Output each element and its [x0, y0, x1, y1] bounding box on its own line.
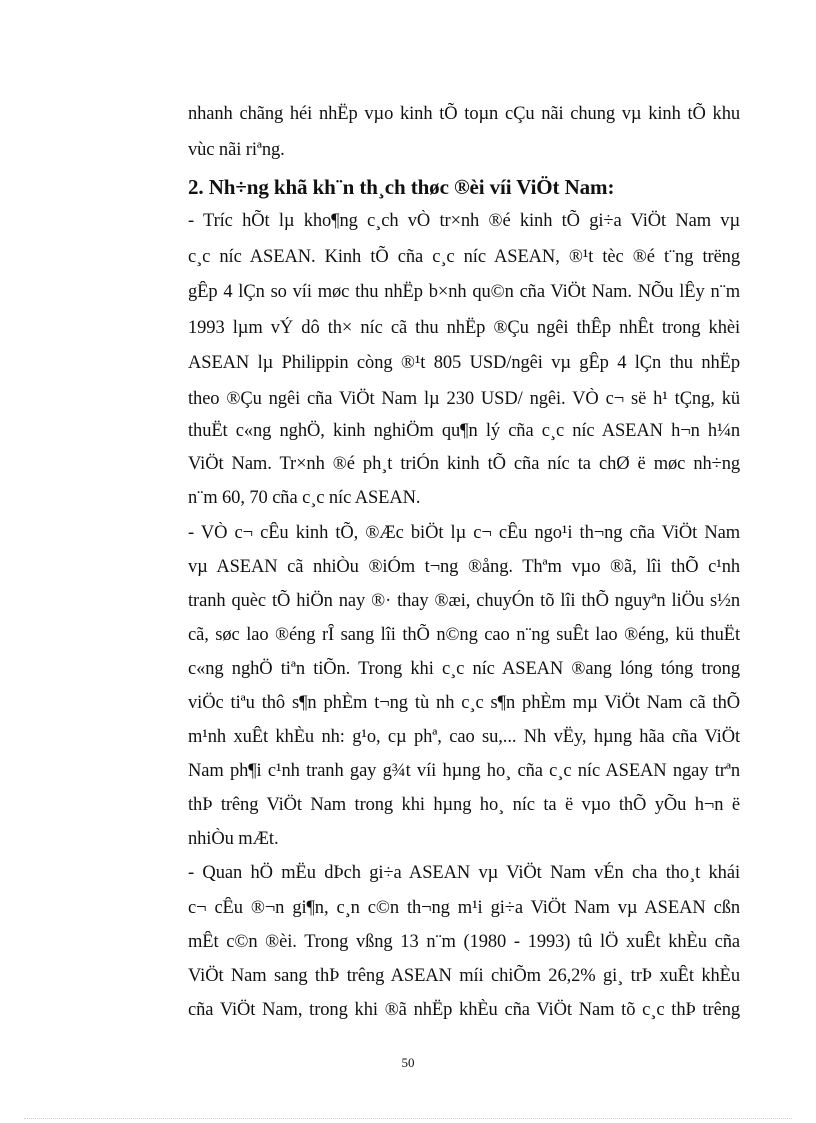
- body-text-line: - Tríc hÕt lµ kho¶ng c¸ch vÒ tr×nh ®é kinh tÕ gi÷a ViÖt Nam vµ: [188, 211, 740, 231]
- body-text-line: c«ng nghÖ tiªn tiÕn. Trong khi c¸c níc ASEAN ®ang lóng tóng trong: [188, 659, 740, 679]
- body-text-line: theo ®Çu ngêi cña ViÖt Nam lµ 230 USD/ ngêi. VÒ c¬ së h¹ tÇng, kü: [188, 389, 740, 409]
- body-text-line: c¸c níc ASEAN. Kinh tÕ cña c¸c níc ASEAN, ®¹t tèc ®é t¨ng trëng: [188, 247, 740, 267]
- page-bottom-divider: [24, 1118, 792, 1119]
- body-text-line: thÞ trêng ViÖt Nam trong khi hµng ho¸ níc ta ë vµo thÕ yÕu h¬n ë: [188, 795, 740, 815]
- body-text-line: viÖc tiªu thô s¶n phÈm t¬ng tù nh c¸c s¶n phÈm mµ ViÖt Nam cã thÕ: [188, 693, 740, 713]
- section-heading: 2. Nh÷ng khã kh¨n th¸ch thøc ®èi víi ViÖt Nam:: [188, 175, 615, 199]
- body-text-line: ViÖt Nam sang thÞ trêng ASEAN míi chiÕm 26,2% gi¸ trÞ xuÊt khÈu: [188, 966, 740, 986]
- body-text-line: 1993 lµm vÝ dô th× níc cã thu nhËp ®Çu ngêi thÊp nhÊt trong khèi: [188, 318, 740, 338]
- body-text-line: tranh quèc tÕ hiÖn nay ®· thay ®æi, chuyÓn tõ lîi thÕ nguyªn liÖu s½n: [188, 591, 740, 611]
- body-text-line: mÊt c©n ®èi. Trong vßng 13 n¨m (1980 - 1993) tû lÖ xuÊt khÈu cña: [188, 932, 740, 952]
- body-text-line: m¹nh xuÊt khÈu nh: g¹o, cµ phª, cao su,... Nh vËy, hµng hãa cña ViÖt: [188, 727, 740, 747]
- body-text-line: c¬ cÊu ®¬n gi¶n, c¸n c©n th¬ng m¹i gi÷a ViÖt Nam vµ ASEAN cßn: [188, 898, 740, 918]
- body-text-line: vùc nãi riªng.: [188, 140, 285, 160]
- body-text-line: cã, søc lao ®éng rÎ sang lîi thÕ n©ng cao n¨ng suÊt lao ®éng, kü thuËt: [188, 625, 740, 645]
- body-text-line: Nam ph¶i c¹nh tranh gay g¾t víi hµng ho¸ cña c¸c níc ASEAN ngay trªn: [188, 761, 740, 781]
- body-text-line: - Quan hÖ mËu dÞch gi÷a ASEAN vµ ViÖt Nam vÉn cha tho¸t khái: [188, 863, 740, 883]
- body-text-line: nhanh chãng héi nhËp vµo kinh tÕ toµn cÇu nãi chung vµ kinh tÕ khu: [188, 104, 740, 124]
- body-text-line: nhiÒu mÆt.: [188, 829, 279, 849]
- body-text-line: cña ViÖt Nam, trong khi ®ã nhËp khÈu cña ViÖt Nam tõ c¸c thÞ trêng: [188, 1000, 740, 1020]
- body-text-line: ViÖt Nam. Tr×nh ®é ph¸t triÓn kinh tÕ cña níc ta chØ ë møc nh÷ng: [188, 454, 740, 474]
- body-text-line: thuËt c«ng nghÖ, kinh nghiÖm qu¶n lý cña c¸c níc ASEAN h¬n h¼n: [188, 421, 740, 441]
- body-text-line: - VÒ c¬ cÊu kinh tÕ, ®Æc biÖt lµ c¬ cÊu ngo¹i th¬ng cña ViÖt Nam: [188, 523, 740, 543]
- body-text-line: vµ ASEAN cã nhiÒu ®iÓm t¬ng ®ång. Thªm vµo ®ã, lîi thÕ c¹nh: [188, 557, 740, 577]
- page-number: 50: [401, 1055, 415, 1070]
- body-text-line: gÊp 4 lÇn so víi møc thu nhËp b×nh qu©n cña ViÖt Nam. NÕu lÊy n¨m: [188, 282, 740, 302]
- body-text-line: n¨m 60, 70 cña c¸c níc ASEAN.: [188, 488, 421, 508]
- body-text-line: ASEAN lµ Philippin còng ®¹t 805 USD/ngêi vµ gÊp 4 lÇn thu nhËp: [188, 353, 740, 373]
